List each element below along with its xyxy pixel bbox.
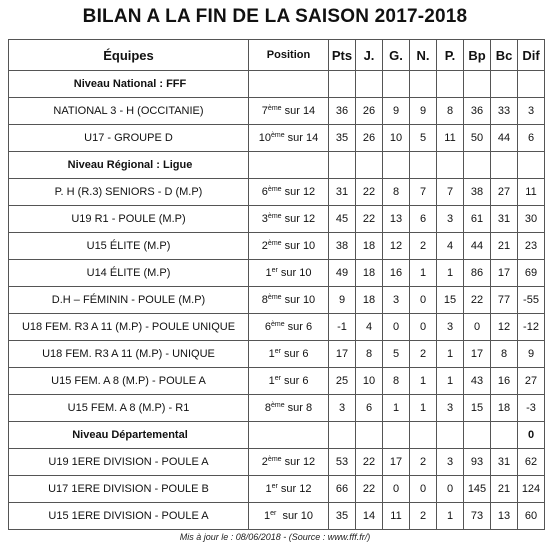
empty-cell [249,152,329,179]
bp-cell: 38 [464,179,491,206]
bc-cell: 8 [491,341,518,368]
n-cell: 0 [410,314,437,341]
pts-cell: 66 [329,476,356,503]
team-cell: U15 ÉLITE (M.P) [9,233,249,260]
bc-cell: 77 [491,287,518,314]
p-cell: 4 [437,233,464,260]
table-row [9,341,545,368]
table-body [9,71,545,530]
bp-cell: 22 [464,287,491,314]
n-cell: 2 [410,341,437,368]
p-cell: 1 [437,341,464,368]
position-cell [249,233,329,260]
team-cell: U18 FEM. R3 A 11 (M.P) - POULE UNIQUE [9,314,249,341]
table-row [9,395,545,422]
table-row [9,233,545,260]
dif-cell: 27 [518,368,545,395]
bc-cell: 12 [491,314,518,341]
dif-cell: 23 [518,233,545,260]
g-cell: 0 [383,476,410,503]
position-cell [249,476,329,503]
header-n: N. [410,40,437,71]
j-cell: 14 [356,503,383,530]
rank-suffix: ème [270,402,285,409]
rank-suffix: er [274,348,281,355]
empty-cell [356,152,383,179]
bp-cell: 93 [464,449,491,476]
dif-cell: -3 [518,395,545,422]
rank-value: 1 [268,348,275,360]
g-cell: 17 [383,449,410,476]
bp-cell: 73 [464,503,491,530]
dif-cell: 6 [518,125,545,152]
pts-cell: 36 [329,98,356,125]
table-row [9,314,545,341]
rank-total: sur 14 [281,105,316,117]
rank-suffix: ème [267,294,282,301]
bp-cell: 15 [464,395,491,422]
pts-cell: 45 [329,206,356,233]
position-cell [249,98,329,125]
n-cell: 7 [410,179,437,206]
position-cell [249,503,329,530]
pts-cell: 35 [329,503,356,530]
bp-cell: 36 [464,98,491,125]
n-cell: 2 [410,449,437,476]
section-label: Niveau Départemental [9,422,249,449]
bc-cell: 44 [491,125,518,152]
dif-cell: 30 [518,206,545,233]
empty-cell [410,422,437,449]
g-cell: 9 [383,98,410,125]
dif-cell: 60 [518,503,545,530]
table-row [9,449,545,476]
rank-total: sur 6 [280,375,309,387]
table-row [9,287,545,314]
empty-cell [491,71,518,98]
pts-cell: 53 [329,449,356,476]
rank-suffix: ème [270,132,285,139]
rank-value: 6 [264,321,271,333]
header-bc: Bc [491,40,518,71]
empty-cell [249,422,329,449]
pts-cell: 35 [329,125,356,152]
dif-cell: -12 [518,314,545,341]
rank-suffix: er [271,267,278,274]
empty-cell [491,422,518,449]
team-cell: D.H – FÉMININ - POULE (M.P) [9,287,249,314]
header-pts: Pts [329,40,356,71]
rank-value: 8 [264,402,271,414]
update-footer: Mis à jour le : 08/06/2018 - (Source : www.fff.fr/) [179,532,371,542]
pts-cell: 31 [329,179,356,206]
position-cell [249,449,329,476]
bp-cell: 43 [464,368,491,395]
rank-total: sur 6 [284,321,313,333]
j-cell: 22 [356,206,383,233]
bc-cell: 18 [491,395,518,422]
j-cell: 18 [356,233,383,260]
g-cell: 8 [383,179,410,206]
p-cell: 3 [437,206,464,233]
header-j: J. [356,40,383,71]
section-dif-cell: 0 [518,422,545,449]
empty-cell [383,152,410,179]
j-cell: 22 [356,476,383,503]
rank-value: 1 [263,510,271,522]
page-title: BILAN A LA FIN DE LA SAISON 2017-2018 [82,6,468,27]
empty-cell [383,422,410,449]
rank-total: sur 10 [281,240,316,252]
empty-cell [410,71,437,98]
rank-suffix: ème [270,321,285,328]
bp-cell: 17 [464,341,491,368]
empty-cell [464,152,491,179]
n-cell: 0 [410,287,437,314]
j-cell: 6 [356,395,383,422]
p-cell: 7 [437,179,464,206]
pts-cell: 49 [329,260,356,287]
rank-value: 2 [261,456,268,468]
position-cell [249,314,329,341]
team-cell: NATIONAL 3 - H (OCCITANIE) [9,98,249,125]
rank-total: sur 6 [280,348,309,360]
empty-cell [491,152,518,179]
team-cell: U14 ÉLITE (M.P) [9,260,249,287]
bc-cell: 31 [491,449,518,476]
bp-cell: 0 [464,314,491,341]
rank-suffix: er [270,510,277,517]
empty-cell [464,71,491,98]
empty-cell [437,422,464,449]
rank-total: sur 10 [277,267,312,279]
team-cell: U17 - GROUPE D [9,125,249,152]
rank-suffix: ème [267,213,282,220]
bp-cell: 86 [464,260,491,287]
g-cell: 5 [383,341,410,368]
p-cell: 3 [437,314,464,341]
position-cell [249,287,329,314]
empty-cell [329,152,356,179]
n-cell: 9 [410,98,437,125]
team-cell: U17 1ERE DIVISION - POULE B [9,476,249,503]
j-cell: 26 [356,98,383,125]
g-cell: 13 [383,206,410,233]
dif-cell: 124 [518,476,545,503]
rank-value: 7 [261,105,268,117]
header-bp: Bp [464,40,491,71]
rank-total: sur 12 [281,186,316,198]
empty-cell [356,422,383,449]
p-cell: 3 [437,449,464,476]
j-cell: 22 [356,449,383,476]
bp-cell: 61 [464,206,491,233]
bc-cell: 33 [491,98,518,125]
header-equipes: Équipes [9,40,249,71]
empty-cell [410,152,437,179]
rank-value: 1 [268,375,275,387]
team-cell: U19 R1 - POULE (M.P) [9,206,249,233]
team-cell: U15 FEM. A 8 (M.P) - POULE A [9,368,249,395]
rank-value: 2 [261,240,268,252]
rank-value: 1 [265,267,272,279]
p-cell: 1 [437,503,464,530]
position-cell [249,206,329,233]
dif-cell: -55 [518,287,545,314]
position-cell [249,125,329,152]
p-cell: 11 [437,125,464,152]
bc-cell: 13 [491,503,518,530]
n-cell: 5 [410,125,437,152]
rank-value: 1 [265,483,272,495]
empty-cell [464,422,491,449]
pts-cell: 25 [329,368,356,395]
table-row [9,368,545,395]
j-cell: 4 [356,314,383,341]
team-cell: U18 FEM. R3 A 11 (M.P) - UNIQUE [9,341,249,368]
dif-cell: 11 [518,179,545,206]
bp-cell: 50 [464,125,491,152]
section-row [9,422,545,449]
rank-value: 6 [261,186,268,198]
table-row [9,98,545,125]
rank-total: sur 12 [281,456,316,468]
rank-suffix: ème [267,186,282,193]
bp-cell: 44 [464,233,491,260]
bc-cell: 17 [491,260,518,287]
n-cell: 0 [410,476,437,503]
n-cell: 2 [410,503,437,530]
rank-suffix: ème [267,456,282,463]
j-cell: 18 [356,260,383,287]
position-cell [249,368,329,395]
dif-cell: 62 [518,449,545,476]
dif-cell: 3 [518,98,545,125]
team-cell: P. H (R.3) SENIORS - D (M.P) [9,179,249,206]
g-cell: 11 [383,503,410,530]
g-cell: 12 [383,233,410,260]
season-results-table [8,39,545,530]
rank-total: sur 12 [277,483,312,495]
header-p: P. [437,40,464,71]
empty-cell [329,422,356,449]
j-cell: 10 [356,368,383,395]
rank-total: sur 8 [284,402,313,414]
g-cell: 10 [383,125,410,152]
bc-cell: 31 [491,206,518,233]
rank-suffix: er [271,483,278,490]
pts-cell: 38 [329,233,356,260]
j-cell: 8 [356,341,383,368]
table-row [9,206,545,233]
section-dif-cell [518,71,545,98]
rank-total: sur 12 [281,213,316,225]
g-cell: 16 [383,260,410,287]
section-row [9,71,545,98]
j-cell: 18 [356,287,383,314]
j-cell: 22 [356,179,383,206]
position-cell [249,395,329,422]
j-cell: 26 [356,125,383,152]
header-row [9,40,545,71]
empty-cell [329,71,356,98]
bc-cell: 16 [491,368,518,395]
section-dif-cell [518,152,545,179]
pts-cell: 9 [329,287,356,314]
table-row [9,476,545,503]
p-cell: 0 [437,476,464,503]
section-label: Niveau Régional : Ligue [9,152,249,179]
pts-cell: 3 [329,395,356,422]
p-cell: 1 [437,260,464,287]
g-cell: 0 [383,314,410,341]
table-row [9,503,545,530]
p-cell: 1 [437,368,464,395]
p-cell: 3 [437,395,464,422]
header-g: G. [383,40,410,71]
n-cell: 1 [410,368,437,395]
section-label: Niveau National : FFF [9,71,249,98]
bc-cell: 21 [491,476,518,503]
table-row [9,125,545,152]
n-cell: 6 [410,206,437,233]
rank-value: 10 [258,132,271,144]
empty-cell [249,71,329,98]
team-cell: U19 1ERE DIVISION - POULE A [9,449,249,476]
p-cell: 8 [437,98,464,125]
bc-cell: 27 [491,179,518,206]
n-cell: 2 [410,233,437,260]
empty-cell [383,71,410,98]
pts-cell: -1 [329,314,356,341]
rank-value: 3 [261,213,268,225]
rank-value: 8 [261,294,268,306]
section-row [9,152,545,179]
table-row [9,179,545,206]
rank-total: sur 14 [284,132,319,144]
empty-cell [437,152,464,179]
n-cell: 1 [410,260,437,287]
header-position: Position [249,40,329,71]
position-cell [249,260,329,287]
bp-cell: 145 [464,476,491,503]
rank-suffix: er [274,375,281,382]
bc-cell: 21 [491,233,518,260]
rank-total: sur 10 [276,510,314,522]
empty-cell [437,71,464,98]
pts-cell: 17 [329,341,356,368]
position-cell [249,179,329,206]
dif-cell: 9 [518,341,545,368]
position-cell [249,341,329,368]
team-cell: U15 1ERE DIVISION - POULE A [9,503,249,530]
rank-total: sur 10 [281,294,316,306]
g-cell: 1 [383,395,410,422]
table-row [9,260,545,287]
dif-cell: 69 [518,260,545,287]
p-cell: 15 [437,287,464,314]
team-cell: U15 FEM. A 8 (M.P) - R1 [9,395,249,422]
n-cell: 1 [410,395,437,422]
header-dif: Dif [518,40,545,71]
empty-cell [356,71,383,98]
g-cell: 3 [383,287,410,314]
g-cell: 8 [383,368,410,395]
rank-suffix: ème [267,105,282,112]
rank-suffix: ème [267,240,282,247]
